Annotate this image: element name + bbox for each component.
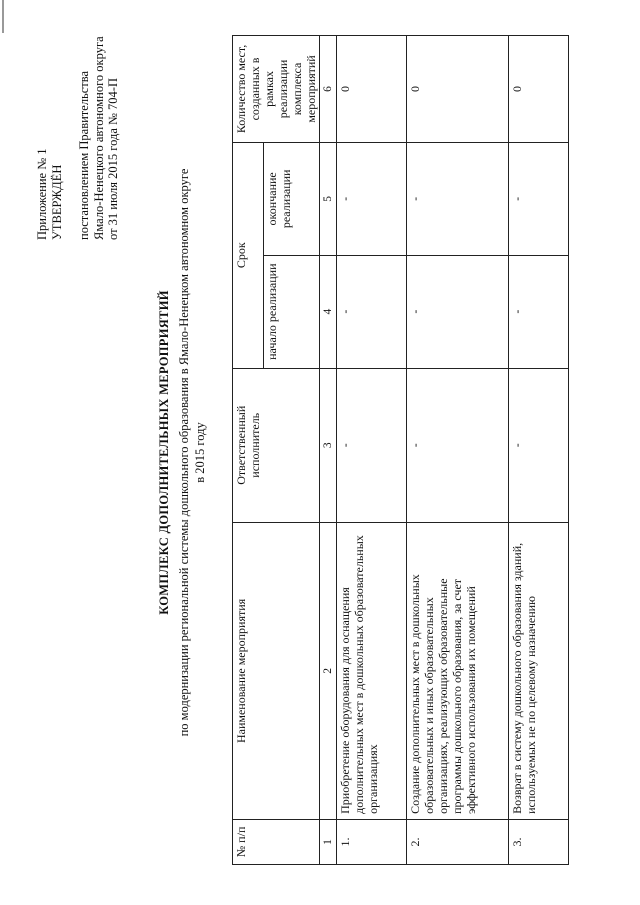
row-name: Приобретение оборудования для оснащения дополнительных мест в дошкольных образовательных организациях — [337, 522, 407, 819]
column-number: 2 — [320, 522, 337, 819]
document-subtitle-year: в 2015 году — [193, 422, 207, 483]
decree-line: Ямало-Ненецкого автономного округа — [91, 36, 106, 240]
column-number: 6 — [320, 36, 337, 143]
table-row — [407, 36, 509, 865]
column-numbers-row — [320, 36, 337, 865]
approved-label: УТВЕРЖДЁН — [49, 164, 64, 240]
row-places: 0 — [407, 36, 509, 143]
row-places: 0 — [337, 36, 407, 143]
column-number: 5 — [320, 142, 337, 255]
row-num: 1. — [337, 819, 407, 864]
header-num: № п/п — [233, 819, 320, 864]
row-executor: - — [337, 368, 407, 522]
measures-table — [232, 35, 569, 865]
column-number: 4 — [320, 255, 337, 368]
column-number: 1 — [320, 819, 337, 864]
row-name: Возврат в систему дошкольного образования зданий, используемых не по целевому назначению — [509, 522, 569, 819]
header-name: Наименование мероприятия — [233, 522, 320, 819]
table-row — [509, 36, 569, 865]
row-start: - — [509, 255, 569, 368]
row-end: - — [407, 142, 509, 255]
row-num: 3. — [509, 819, 569, 864]
header-end: окончание реализации — [263, 142, 319, 255]
column-number: 3 — [320, 368, 337, 522]
row-executor: - — [509, 368, 569, 522]
scan-edge-mark — [2, 0, 4, 33]
decree-line: постановлением Правительства — [77, 70, 91, 240]
header-places: Количество мест, созданных в рамках реализации комплекса мероприятий — [233, 36, 320, 143]
header-executor: Ответственный исполнитель — [233, 368, 320, 522]
row-executor: - — [407, 368, 509, 522]
header-term: Срок — [233, 142, 264, 368]
document-subtitle: по модернизации региональной системы дошкольного образования в Ямало-Ненецком автономном округе — [177, 168, 191, 737]
header-start: начало реализации — [263, 255, 319, 368]
document-title: КОМПЛЕКС ДОПОЛНИТЕЛЬНЫХ МЕРОПРИЯТИЙ — [157, 290, 171, 615]
header-row — [233, 36, 264, 865]
row-name: Создание дополнительных мест в дошкольных образовательных и иных образовательных организациях, реализующих образовательные программы дошкольного образования, за счет эффективного использования их помещений — [407, 522, 509, 819]
row-num: 2. — [407, 819, 509, 864]
row-places: 0 — [509, 36, 569, 143]
row-start: - — [337, 255, 407, 368]
row-end: - — [509, 142, 569, 255]
row-end: - — [337, 142, 407, 255]
decree-line: от 31 июля 2015 года № 704-П — [106, 78, 120, 240]
row-start: - — [407, 255, 509, 368]
approval-header — [35, 36, 121, 240]
appendix-label: Приложение № 1 — [35, 148, 49, 240]
table-row — [337, 36, 407, 865]
